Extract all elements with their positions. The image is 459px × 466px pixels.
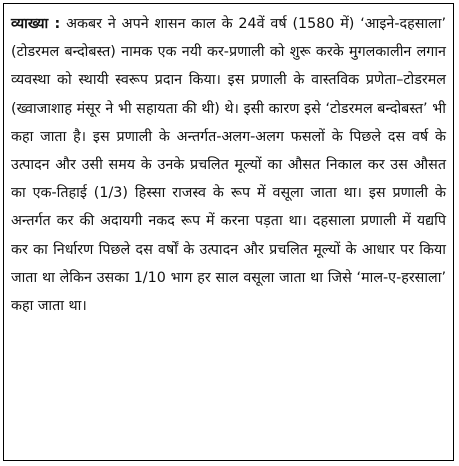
explanation-box (3, 3, 454, 461)
explanation-text: अकबर ने अपने शासन काल के 24वें वर्ष (1580 में) ‘आइने-दहसाला’ (टोडरमल बन्दोबस्त) नामक एक नयी कर-प्रणाली को शुरू करके मुगलकालीन लगान व्यवस्था को स्थायी स्वरूप प्रदान किया। इस प्रणाली के वास्तविक प्रणेता–टोडरमल (ख्वाजाशाह मंसूर ने भी सहायता की थी) थे। इसी कारण इसे ‘टोडरमल बन्दोबस्त’ भी कहा जाता है। इस प्रणाली के अन्तर्गत-अलग-अलग फसलों के पिछले दस वर्ष के उत्पादन और उसी समय के उनके प्रचलित मूल्यों का औसत निकाल कर उस औसत का एक-तिहाई (1/3) हिस्सा राजस्व के रूप में वसूला जाता था। इस प्रणाली के अन्तर्गत कर की अदायगी नकद रूप में करना पड़ता था। दहसाला प्रणाली में यद्यपि कर का निर्धारण पिछले दस वर्षों के उत्पादन और प्रचलित मूल्यों के आधार पर किया जाता था लेकिन उसका 1/10 भाग हर साल वसूला जाता था जिसे ‘माल-ए-हरसाला’ कहा जाता था। (11, 16, 446, 315)
explanation-paragraph (11, 10, 446, 320)
explanation-label: व्याख्या : (11, 16, 61, 32)
